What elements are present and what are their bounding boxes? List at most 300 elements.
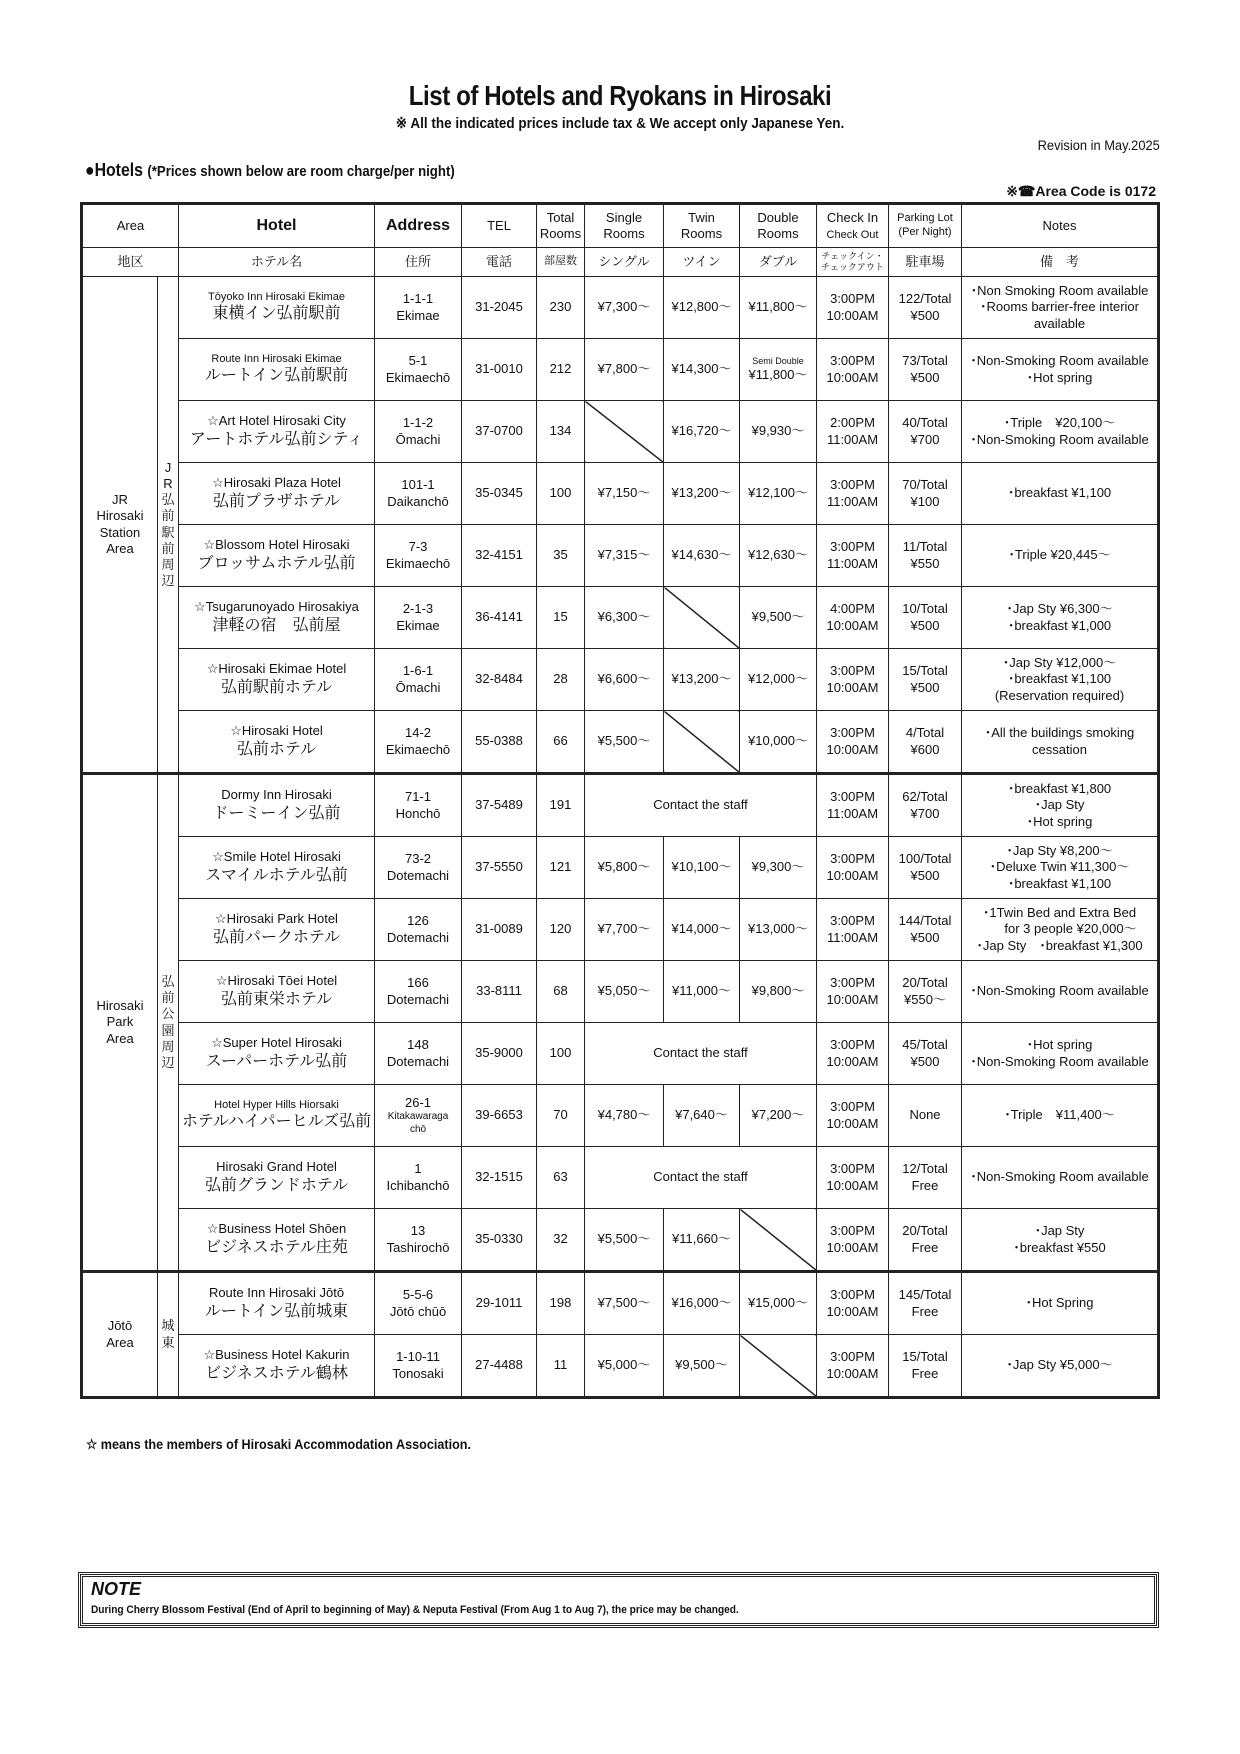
parking-fee: ¥500 — [910, 929, 940, 945]
area-vertical-jp — [158, 774, 179, 1272]
note-line: ･Jap Sty — [1034, 1223, 1085, 1239]
area-label-line: Area — [106, 540, 134, 556]
twin-price-cell: ¥7,640～ — [664, 1085, 740, 1147]
parking-cell — [889, 837, 962, 899]
total-rooms-cell: 100 — [537, 1023, 585, 1085]
parking-count: 73/Total — [902, 353, 948, 369]
parking-count: 145/Total — [898, 1287, 952, 1303]
hotel-name-jp: 弘前グランドホテル — [204, 1176, 349, 1194]
header-parking-line2: (Per Night) — [898, 226, 952, 238]
area-label — [82, 774, 158, 1272]
area-vertical-char: 周 — [161, 1038, 175, 1054]
hotel-name-cell — [179, 649, 375, 711]
area-vertical-char: 辺 — [161, 1055, 175, 1070]
area-vertical-char: 城 — [161, 1318, 175, 1334]
parking-cell — [889, 899, 962, 961]
parking-count: 100/Total — [898, 851, 952, 867]
header-row-jp — [82, 248, 1159, 277]
address-line2: Ekimaechō — [385, 369, 451, 385]
notes-cell — [962, 277, 1159, 339]
single-price-cell: ¥6,300～ — [585, 587, 664, 649]
table-row — [82, 1085, 1159, 1147]
tel-cell: 35-9000 — [462, 1023, 537, 1085]
parking-fee: ¥500 — [910, 1053, 940, 1069]
table-row — [82, 711, 1159, 774]
notes-cell — [962, 1272, 1159, 1335]
address-line2: Ekimae — [396, 617, 440, 633]
total-rooms-cell: 63 — [537, 1147, 585, 1209]
table-row — [82, 899, 1159, 961]
check-in-time: 3:00PM — [830, 477, 875, 493]
hotel-name-jp: ビジネスホテル鶴林 — [205, 1364, 348, 1382]
address-cell — [375, 961, 462, 1023]
total-rooms-cell: 134 — [537, 401, 585, 463]
section-title: Hotels — [94, 160, 143, 180]
parking-fee: ¥500 — [910, 867, 940, 883]
address-line2: Ekimae — [396, 307, 440, 323]
note-line: ･Triple ¥20,100～ — [1003, 415, 1116, 431]
address-cell — [375, 1209, 462, 1272]
single-price-cell: ¥4,780～ — [585, 1085, 664, 1147]
note-line: ･Deluxe Twin ¥11,300～ — [989, 859, 1130, 875]
parking-fee: ¥100 — [910, 493, 940, 509]
tel-cell: 29-1011 — [462, 1272, 537, 1335]
area-vertical-char: 前 — [161, 540, 175, 556]
address-line2: Daikanchō — [387, 493, 449, 509]
check-in-time: 3:00PM — [830, 725, 875, 741]
check-time-cell — [817, 1023, 889, 1085]
parking-cell — [889, 525, 962, 587]
tel-cell: 39-6653 — [462, 1085, 537, 1147]
total-rooms-cell: 70 — [537, 1085, 585, 1147]
notes-cell — [962, 961, 1159, 1023]
parking-count: 11/Total — [902, 539, 948, 555]
semi-double-label: Semi Double — [752, 355, 804, 366]
hotel-name-en: ☆Super Hotel Hirosaki — [211, 1035, 342, 1051]
table-row — [82, 649, 1159, 711]
notes-cell — [962, 525, 1159, 587]
notes-cell — [962, 899, 1159, 961]
header-jp-hotel: ホテル名 — [179, 248, 375, 277]
address-cell — [375, 463, 462, 525]
check-time-cell — [817, 463, 889, 525]
total-rooms-cell: 66 — [537, 711, 585, 774]
address-line1: 126 — [407, 913, 429, 929]
tel-cell: 33-8111 — [462, 961, 537, 1023]
hotel-name-en: ☆Tsugarunoyado Hirosakiya — [194, 599, 359, 615]
hotel-name-en: ☆Art Hotel Hirosaki City — [207, 413, 346, 429]
address-cell — [375, 649, 462, 711]
header-jp-single: シングル — [585, 248, 664, 277]
header-twin-line2: Rooms — [680, 226, 723, 241]
hotel-name-jp: ホテルハイパーヒルズ弘前 — [181, 1113, 372, 1131]
check-out-time: 10:00AM — [826, 741, 879, 757]
address-cell — [375, 1147, 462, 1209]
header-jp-check — [817, 248, 889, 277]
hotel-name-jp: ブロッサムホテル弘前 — [197, 554, 356, 572]
check-time-cell — [817, 899, 889, 961]
total-rooms-cell: 68 — [537, 961, 585, 1023]
double-price-cell — [740, 1209, 817, 1272]
check-out-time: 10:00AM — [826, 1365, 879, 1381]
parking-count: 62/Total — [902, 789, 948, 805]
single-price-cell: ¥5,000～ — [585, 1335, 664, 1398]
tel-cell: 55-0388 — [462, 711, 537, 774]
revision-date: Revision in May.2025 — [1037, 137, 1160, 153]
table-row — [82, 339, 1159, 401]
check-out-time: 10:00AM — [826, 307, 879, 323]
note-line: ･Non-Smoking Room available — [970, 1169, 1149, 1185]
single-price-cell: ¥5,500～ — [585, 1209, 664, 1272]
address-line1: 13 — [410, 1223, 426, 1239]
total-rooms-cell: 15 — [537, 587, 585, 649]
hotel-name-cell — [179, 1272, 375, 1335]
parking-count: 15/Total — [902, 1349, 948, 1365]
parking-cell — [889, 711, 962, 774]
total-rooms-cell: 198 — [537, 1272, 585, 1335]
table-row — [82, 1209, 1159, 1272]
note-line: ･breakfast ¥1,800 — [1007, 781, 1112, 797]
parking-fee: Free — [911, 1303, 939, 1319]
header-single-line2: Rooms — [603, 226, 645, 241]
hotel-name-en: ☆Hirosaki Park Hotel — [215, 911, 338, 927]
address-line1: 1 — [414, 1161, 422, 1177]
parking-cell — [889, 401, 962, 463]
note-line: ･Hot spring — [1026, 1037, 1093, 1053]
table-row — [82, 463, 1159, 525]
note-line: ･Non Smoking Room available — [970, 283, 1149, 299]
header-jp-notes: 備 考 — [962, 248, 1159, 277]
area-label-line: Hirosaki — [96, 998, 144, 1014]
table-row — [82, 837, 1159, 899]
parking-count: 12/Total — [902, 1161, 948, 1177]
parking-cell — [889, 961, 962, 1023]
address-line2: Ichibanchō — [386, 1177, 450, 1193]
header-check-in: Check In — [826, 209, 879, 225]
header-jp-address: 住所 — [375, 248, 462, 277]
double-price-cell: ¥10,000～ — [740, 711, 817, 774]
tel-cell: 31-0089 — [462, 899, 537, 961]
hotel-name-jp: ルートイン弘前駅前 — [204, 367, 349, 385]
parking-count: 20/Total — [902, 975, 948, 991]
area-code: ※☎Area Code is 0172 — [1006, 183, 1156, 199]
check-time-cell — [817, 711, 889, 774]
note-line: ･Hot spring — [1026, 813, 1093, 829]
area-label-line: JR — [112, 492, 128, 507]
total-rooms-cell: 212 — [537, 339, 585, 401]
parking-cell — [889, 587, 962, 649]
check-in-time: 2:00PM — [830, 415, 875, 431]
double-price-cell — [740, 339, 817, 401]
header-double-line1: Double — [757, 209, 799, 225]
hotel-name-en: Tōyoko Inn Hirosaki Ekimae — [208, 290, 345, 303]
address-line2: Ōmachi — [395, 431, 441, 447]
area-vertical-char: R — [163, 475, 173, 491]
hotel-name-cell — [179, 401, 375, 463]
hotel-name-cell — [179, 1209, 375, 1272]
header-double-line2: Rooms — [757, 226, 799, 241]
address-line1: 1-1-2 — [402, 415, 434, 431]
check-in-time: 3:00PM — [830, 539, 875, 555]
area-vertical-char: 東 — [161, 1334, 175, 1350]
check-in-time: 3:00PM — [830, 1349, 875, 1365]
page-title: List of Hotels and Ryokans in Hirosaki — [408, 80, 832, 111]
single-price-cell: ¥7,315～ — [585, 525, 664, 587]
check-time-cell — [817, 339, 889, 401]
hotel-name-cell — [179, 277, 375, 339]
check-in-time: 3:00PM — [830, 663, 875, 679]
check-in-time: 3:00PM — [830, 913, 875, 929]
notes-cell — [962, 1335, 1159, 1398]
tel-cell: 37-5550 — [462, 837, 537, 899]
check-time-cell — [817, 774, 889, 837]
bullet-icon: ● — [85, 160, 95, 180]
address-cell — [375, 277, 462, 339]
area-vertical-char: 園 — [161, 1022, 175, 1038]
parking-cell — [889, 1335, 962, 1398]
notes-cell — [962, 1209, 1159, 1272]
total-rooms-cell: 32 — [537, 1209, 585, 1272]
check-out-time: 10:00AM — [826, 1239, 879, 1255]
parking-cell — [889, 1209, 962, 1272]
area-vertical-char: 公 — [161, 1006, 175, 1022]
note-line: ･Jap Sty ･breakfast ¥1,300 — [976, 937, 1143, 953]
check-in-time: 3:00PM — [830, 851, 875, 867]
contact-staff-cell: Contact the staff — [585, 1147, 817, 1209]
address-line2: Dotemachi — [386, 929, 450, 945]
section-heading — [85, 160, 455, 181]
address-line3: chō — [409, 1123, 427, 1135]
note-line: ･All the buildings smoking — [984, 725, 1135, 741]
check-in-time: 3:00PM — [830, 975, 875, 991]
address-cell — [375, 1335, 462, 1398]
total-rooms-cell: 191 — [537, 774, 585, 837]
note-line: ･Jap Sty ¥8,200～ — [1006, 843, 1113, 859]
page-subtitle: ※ All the indicated prices include tax & We accept only Japanese Yen. — [395, 115, 845, 132]
tel-cell: 31-0010 — [462, 339, 537, 401]
twin-price-cell: ¥14,000～ — [664, 899, 740, 961]
hotel-name-cell — [179, 1085, 375, 1147]
star-legend: ☆ means the members of Hirosaki Accommodation Association. — [86, 1436, 471, 1452]
address-cell — [375, 587, 462, 649]
header-jp-twin: ツイン — [664, 248, 740, 277]
parking-cell — [889, 649, 962, 711]
header-single — [585, 204, 664, 248]
area-vertical-char: 前 — [161, 990, 175, 1005]
hotel-name-cell — [179, 1335, 375, 1398]
address-cell — [375, 401, 462, 463]
parking-fee: ¥550～ — [904, 991, 946, 1007]
hotel-name-en: ☆Business Hotel Shōen — [206, 1221, 347, 1237]
total-rooms-cell: 11 — [537, 1335, 585, 1398]
address-line1: 14-2 — [404, 725, 432, 741]
area-vertical-char: 弘 — [161, 492, 175, 507]
address-line2: Ōmachi — [395, 679, 441, 695]
address-line2: Tonosaki — [392, 1365, 444, 1381]
hotel-name-jp: ルートイン弘前城東 — [204, 1302, 349, 1320]
notes-cell — [962, 711, 1159, 774]
note-line: ･Non-Smoking Room available — [970, 353, 1149, 369]
notes-cell — [962, 339, 1159, 401]
parking-count: 10/Total — [902, 601, 948, 617]
parking-fee: Free — [911, 1365, 939, 1381]
header-row-en — [82, 204, 1159, 248]
parking-fee: ¥700 — [910, 431, 940, 447]
address-line2: Tashirochō — [386, 1239, 450, 1255]
note-line: ･Jap Sty ¥5,000～ — [1006, 1357, 1113, 1373]
check-in-time: 3:00PM — [830, 1161, 875, 1177]
note-line: ･1Twin Bed and Extra Bed — [982, 905, 1137, 921]
header-area: Area — [82, 204, 179, 248]
hotel-name-en: ☆Smile Hotel Hirosaki — [212, 849, 341, 865]
hotel-name-en: ☆Hirosaki Plaza Hotel — [212, 475, 341, 491]
note-line: ･Non-Smoking Room available — [970, 1053, 1149, 1069]
single-price-cell: ¥5,800～ — [585, 837, 664, 899]
hotel-name-cell — [179, 525, 375, 587]
twin-price-cell: ¥14,630～ — [664, 525, 740, 587]
header-check-out: Check Out — [826, 228, 879, 241]
hotel-name-cell — [179, 339, 375, 401]
area-label-line: Park — [106, 1014, 134, 1030]
area-vertical-char: 前 — [161, 508, 175, 524]
check-time-cell — [817, 587, 889, 649]
hotel-name-en: Dormy Inn Hirosaki — [221, 787, 332, 803]
header-twin — [664, 204, 740, 248]
hotel-name-cell — [179, 837, 375, 899]
address-line1: 73-2 — [404, 851, 432, 867]
hotel-name-en: ☆Hirosaki Tōei Hotel — [215, 973, 338, 989]
check-in-time: 3:00PM — [830, 1099, 875, 1115]
check-out-time: 10:00AM — [826, 867, 879, 883]
hotel-name-cell — [179, 587, 375, 649]
table-row — [82, 774, 1159, 837]
address-line1: 101-1 — [401, 477, 435, 493]
hotel-name-jp: 弘前プラザホテル — [212, 492, 341, 510]
single-price-cell: ¥6,600～ — [585, 649, 664, 711]
twin-price-cell: ¥14,300～ — [664, 339, 740, 401]
parking-fee: ¥550 — [910, 555, 940, 571]
parking-fee: ¥500 — [910, 307, 940, 323]
parking-fee: Free — [911, 1239, 939, 1255]
table-row — [82, 525, 1159, 587]
single-price-cell — [585, 401, 664, 463]
twin-price-cell: ¥16,000～ — [664, 1272, 740, 1335]
parking-cell — [889, 1272, 962, 1335]
check-time-cell — [817, 649, 889, 711]
area-vertical-jp — [158, 1272, 179, 1398]
note-line: for 3 people ¥20,000～ — [1004, 921, 1137, 937]
area-label-line: Jōtō — [107, 1318, 133, 1334]
parking-cell — [889, 1085, 962, 1147]
notes-cell — [962, 1147, 1159, 1209]
parking-cell — [889, 774, 962, 837]
header-total-rooms — [537, 204, 585, 248]
header-double — [740, 204, 817, 248]
header-jp-check-out: チェックアウト — [821, 262, 884, 272]
hotel-name-cell — [179, 899, 375, 961]
parking-count: 122/Total — [898, 291, 952, 307]
check-out-time: 10:00AM — [826, 617, 879, 633]
total-rooms-cell: 28 — [537, 649, 585, 711]
parking-fee: ¥500 — [910, 617, 940, 633]
hotel-name-jp: 東横イン弘前駅前 — [212, 305, 341, 323]
hotel-name-jp: アートホテル弘前シティ — [189, 430, 364, 448]
notes-cell — [962, 401, 1159, 463]
note-line: ･breakfast ¥550 — [1013, 1239, 1106, 1255]
check-in-time: 3:00PM — [830, 353, 875, 369]
address-cell — [375, 525, 462, 587]
note-line: ･Jap Sty ¥12,000～ — [1002, 655, 1117, 671]
parking-cell — [889, 1147, 962, 1209]
contact-staff-cell: Contact the staff — [585, 774, 817, 837]
area-label — [82, 1272, 158, 1398]
hotel-name-en: ☆Blossom Hotel Hirosaki — [203, 537, 350, 553]
address-line1: 5-1 — [408, 353, 428, 369]
parking-count: 70/Total — [902, 477, 948, 493]
parking-fee: ¥700 — [910, 805, 940, 821]
address-cell — [375, 339, 462, 401]
note-line: ･Hot spring — [1026, 369, 1093, 385]
total-rooms-cell: 35 — [537, 525, 585, 587]
hotel-name-jp: スマイルホテル弘前 — [205, 866, 348, 884]
check-out-time: 11:00AM — [826, 805, 879, 821]
table-row — [82, 587, 1159, 649]
address-line1: 1-10-11 — [396, 1349, 440, 1365]
parking-count: 144/Total — [898, 913, 952, 929]
check-in-time: 3:00PM — [830, 1223, 875, 1239]
check-in-time: 3:00PM — [830, 291, 875, 307]
note-line: ･Jap Sty ¥6,300～ — [1006, 601, 1113, 617]
table-row — [82, 277, 1159, 339]
twin-price-cell: ¥9,500～ — [664, 1335, 740, 1398]
address-cell — [375, 837, 462, 899]
note-box — [80, 1574, 1157, 1626]
address-line2: Dotemachi — [386, 867, 450, 883]
hotel-name-jp: スーパーホテル弘前 — [205, 1052, 348, 1070]
check-out-time: 10:00AM — [826, 679, 879, 695]
header-address: Address — [375, 204, 462, 248]
hotel-name-en: Hotel Hyper Hills Hiorsaki — [214, 1098, 339, 1111]
parking-cell — [889, 339, 962, 401]
single-price-cell: ¥7,800～ — [585, 339, 664, 401]
double-price-cell: ¥9,930～ — [740, 401, 817, 463]
single-price-cell: ¥7,500～ — [585, 1272, 664, 1335]
double-price-cell: ¥7,200～ — [740, 1085, 817, 1147]
hotel-name-en: Hirosaki Grand Hotel — [216, 1159, 337, 1175]
note-line: (Reservation required) — [994, 687, 1125, 703]
parking-count: 45/Total — [902, 1037, 948, 1053]
twin-price-cell: ¥11,000～ — [664, 961, 740, 1023]
header-total-line2: Rooms — [539, 226, 582, 241]
table-row — [82, 1023, 1159, 1085]
hotel-name-jp: 弘前パークホテル — [212, 928, 341, 946]
single-price-cell: ¥7,700～ — [585, 899, 664, 961]
table-row — [82, 401, 1159, 463]
note-line: ･Triple ¥20,445～ — [1008, 547, 1111, 563]
check-out-time: 10:00AM — [826, 1177, 879, 1193]
hotel-name-jp: 弘前東栄ホテル — [220, 990, 333, 1008]
check-time-cell — [817, 1147, 889, 1209]
table-row — [82, 961, 1159, 1023]
header-total-line1: Total — [546, 209, 575, 225]
address-cell — [375, 1272, 462, 1335]
note-line: available — [1033, 315, 1086, 331]
header-tel: TEL — [462, 204, 537, 248]
address-line2: Ekimaechō — [385, 741, 451, 757]
notes-cell — [962, 837, 1159, 899]
address-cell — [375, 711, 462, 774]
header-twin-line1: Twin — [688, 209, 715, 225]
